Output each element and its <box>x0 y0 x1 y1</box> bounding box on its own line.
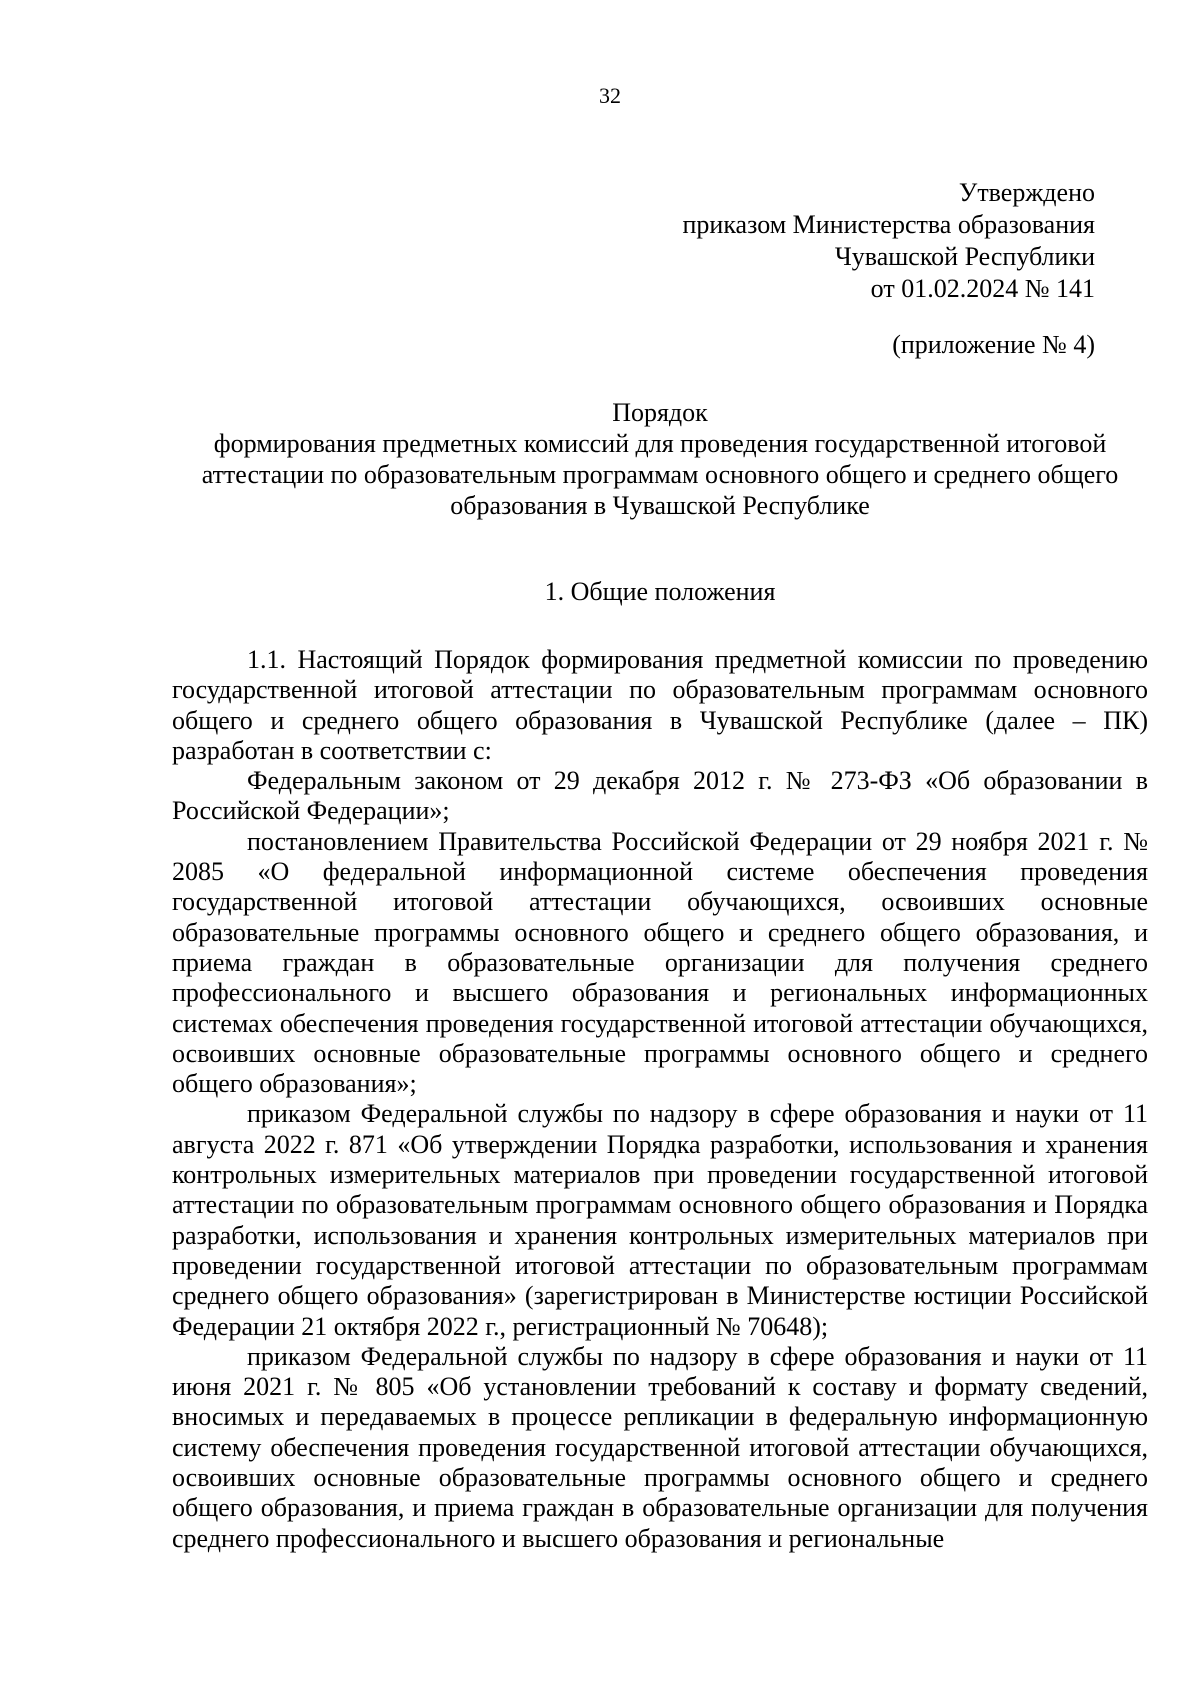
approval-stamp <box>682 177 1095 305</box>
approval-line: Чувашской Республики <box>834 242 1095 271</box>
page-number: 32 <box>599 83 621 108</box>
approval-line: от 01.02.2024 № 141 <box>870 274 1095 303</box>
paragraph: приказом Федеральной службы по надзору в сфере образования и науки от 11 июня 2021 г. № 805 «Об установлении требований к составу и формату сведений, вносимых и передаваемых в процессе репликации в федеральную информационную систему обеспечения проведения государственной итоговой аттестации обучающихся, освоивших основные образовательные программы основного общего и среднего общего образования, и приема граждан в образовательные организации для получения среднего профессионального и высшего образования и региональные <box>172 1341 1148 1553</box>
approval-line: Утверждено <box>958 178 1095 207</box>
title-line: аттестации по образовательным программам основного общего и среднего общего <box>201 460 1119 489</box>
section-heading: 1. Общие положения <box>544 577 776 606</box>
title-line: Порядок <box>612 398 708 427</box>
paragraph: 1.1. Настоящий Порядок формирования предметной комиссии по проведению государственной итоговой аттестации по образовательным программам основного общего и среднего общего образования в Чувашской Республике (далее – ПК) разработан в соответствии с: <box>172 645 1148 765</box>
title-line: образования в Чувашской Республике <box>450 491 870 520</box>
body-text <box>172 645 1148 1554</box>
paragraph: приказом Федеральной службы по надзору в сфере образования и науки от 11 августа 2022 г. 871 «Об утверждении Порядка разработки, использования и хранения контрольных измерительных материалов при проведении государственной итоговой аттестации по образовательным программам основного общего образования и Порядка разработки, использования и хранения контрольных измерительных материалов при проведении государственной итоговой аттестации по образовательным программам среднего общего образования» (зарегистрирован в Министерстве юстиции Российской Федерации 21 октября 2022 г., регистрационный № 70648); <box>172 1099 1148 1341</box>
appendix-label: (приложение № 4) <box>892 330 1095 359</box>
paragraph: Федеральным законом от 29 декабря 2012 г. № 273-ФЗ «Об образовании в Российской Федерации»; <box>172 766 1148 826</box>
paragraph: постановлением Правительства Российской Федерации от 29 ноября 2021 г. № 2085 «О федеральной информационной системе обеспечения проведения государственной итоговой аттестации обучающихся, освоивших основные образовательные программы основного общего и среднего общего образования, и приема граждан в образовательные организации для получения среднего профессионального и высшего образования и региональных информационных системах обеспечения проведения государственной итоговой аттестации обучающихся, освоивших основные образовательные программы основного общего и среднего общего образования»; <box>172 826 1148 1099</box>
document-title <box>172 397 1148 521</box>
approval-line: приказом Министерства образования <box>682 210 1095 239</box>
title-line: формирования предметных комиссий для проведения государственной итоговой <box>213 429 1107 458</box>
